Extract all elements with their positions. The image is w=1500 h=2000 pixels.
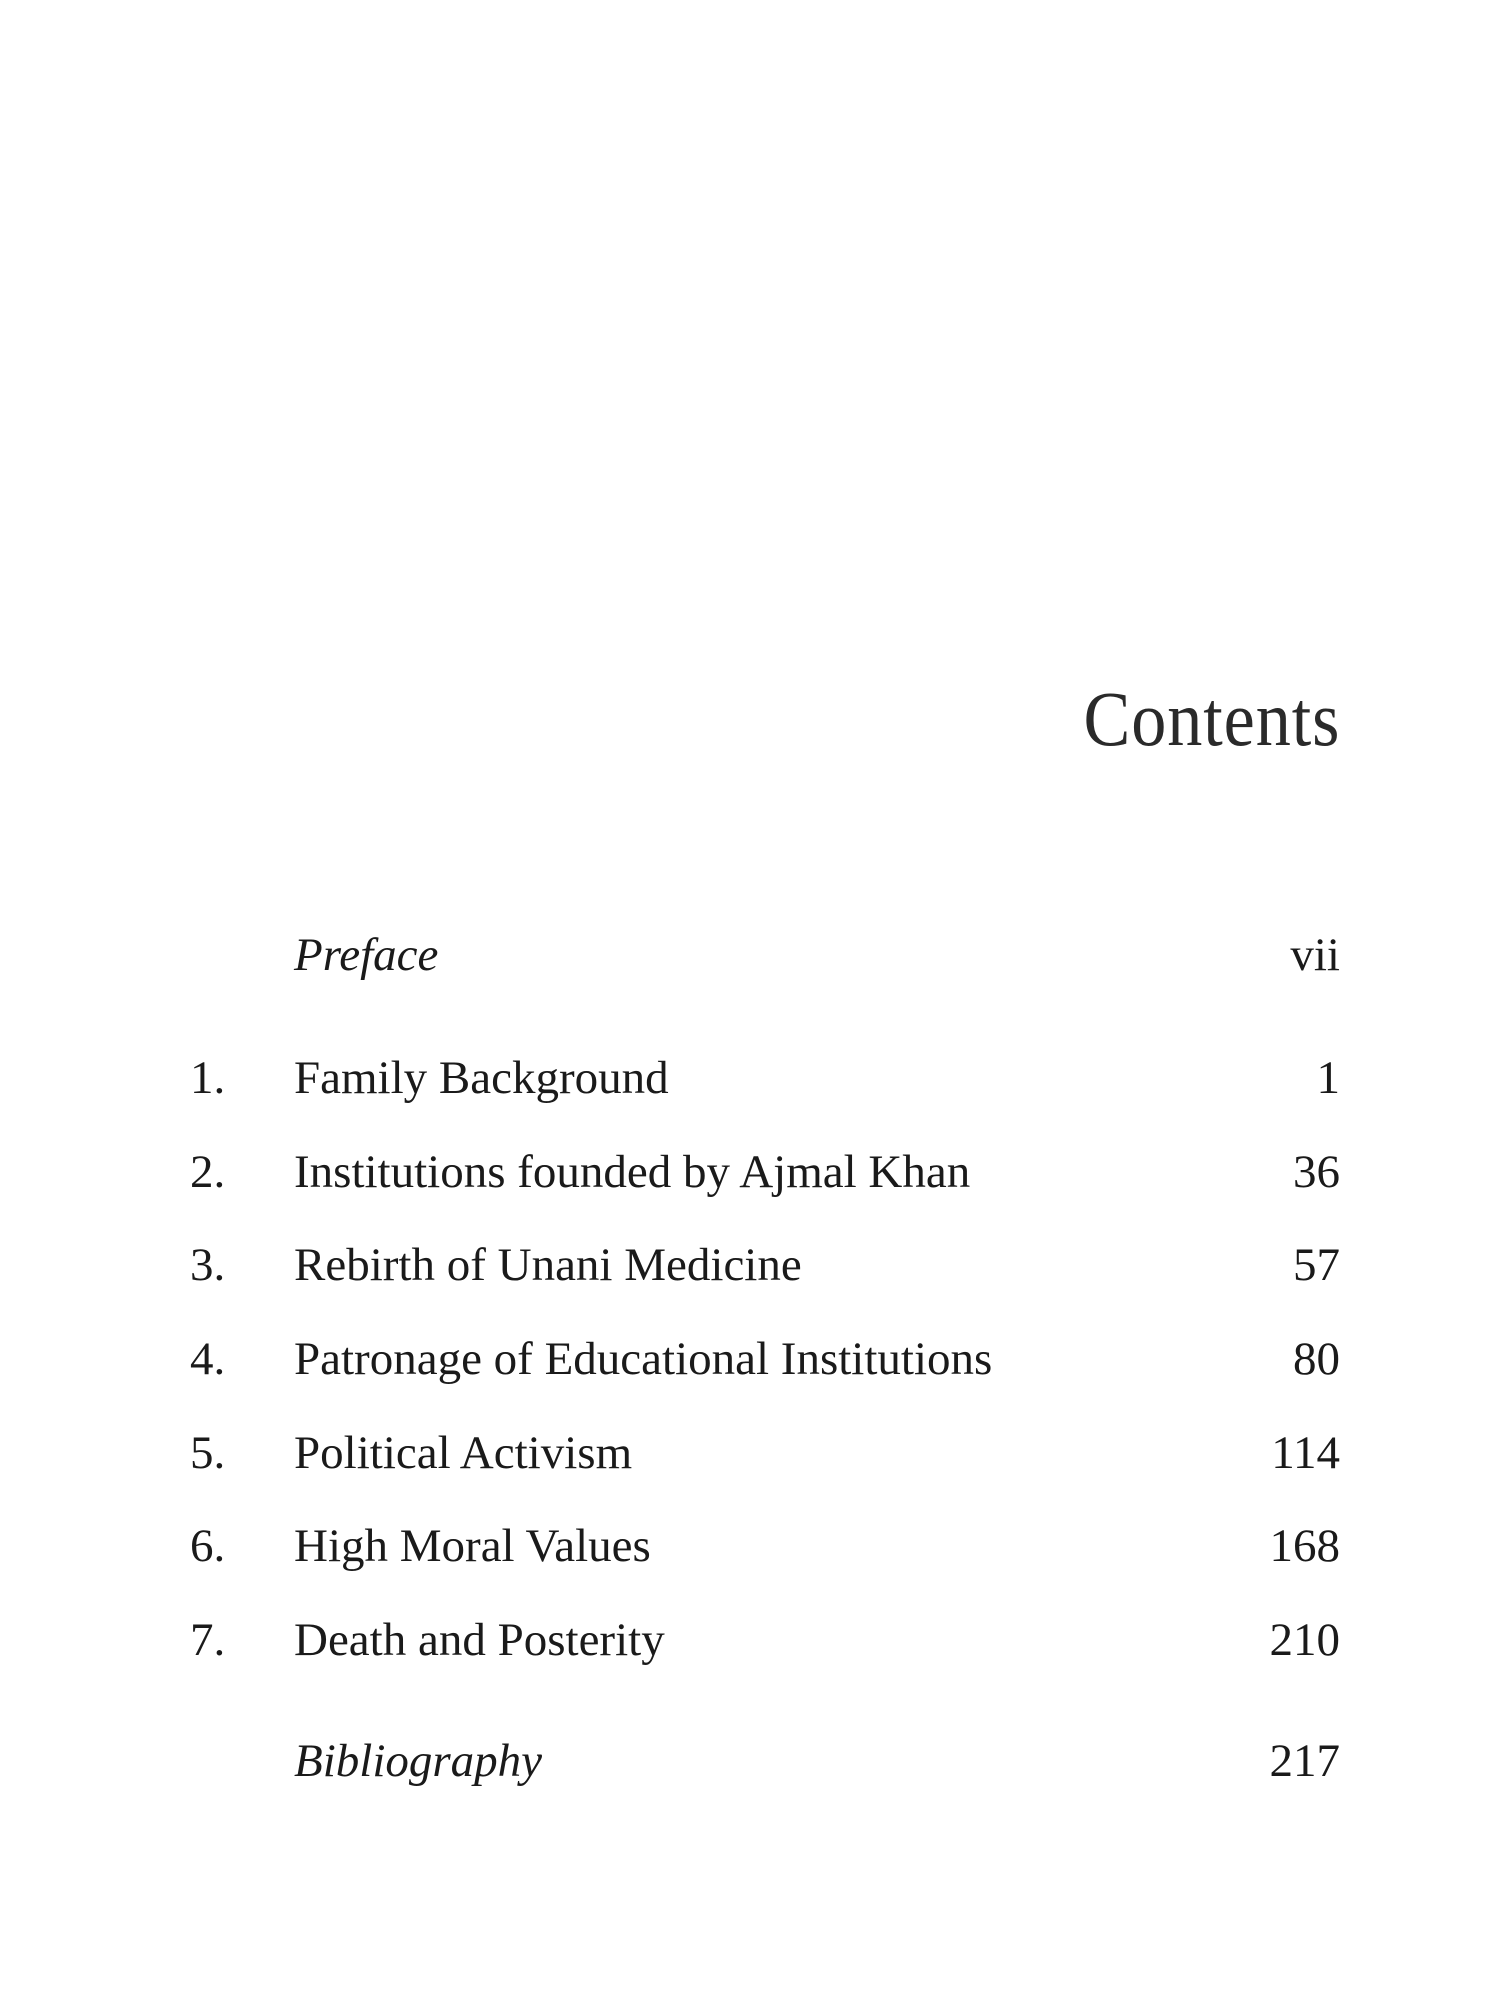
toc-entry-bibliography bbox=[0, 1731, 1500, 1791]
toc-entry-title: Bibliography bbox=[294, 1735, 543, 1787]
toc-entry-page: 168 bbox=[1269, 1520, 1340, 1572]
toc-entry-number: 6. bbox=[190, 1520, 226, 1572]
toc-entry-page: 57 bbox=[1293, 1239, 1340, 1291]
toc-entry-chapter-5 bbox=[0, 1423, 1500, 1483]
toc-entry-page: 1 bbox=[1316, 1052, 1340, 1104]
toc-entry-chapter-7 bbox=[0, 1610, 1500, 1670]
toc-entry-page: 80 bbox=[1293, 1333, 1340, 1385]
toc-entry-preface bbox=[0, 925, 1500, 985]
toc-entry-title: High Moral Values bbox=[294, 1520, 651, 1572]
toc-entry-title: Death and Posterity bbox=[294, 1614, 665, 1666]
toc-entry-number: 7. bbox=[190, 1614, 226, 1666]
toc-entry-number: 4. bbox=[190, 1333, 226, 1385]
toc-entry-page: 210 bbox=[1269, 1614, 1340, 1666]
toc-entry-title: Patronage of Educational Institutions bbox=[294, 1333, 993, 1385]
toc-entry-title: Institutions founded by Ajmal Khan bbox=[294, 1146, 971, 1198]
toc-entry-title: Family Background bbox=[294, 1052, 669, 1104]
toc-entry-page: 36 bbox=[1293, 1146, 1340, 1198]
toc-entry-chapter-6 bbox=[0, 1516, 1500, 1576]
toc-entry-page: 217 bbox=[1269, 1735, 1340, 1787]
toc-entry-chapter-3 bbox=[0, 1235, 1500, 1295]
toc-entry-number: 3. bbox=[190, 1239, 226, 1291]
toc-entry-title: Rebirth of Unani Medicine bbox=[294, 1239, 802, 1291]
toc-entry-chapter-1 bbox=[0, 1048, 1500, 1108]
page-title: Contents bbox=[1083, 675, 1340, 762]
toc-entry-title: Political Activism bbox=[294, 1427, 633, 1479]
toc-entry-chapter-2 bbox=[0, 1142, 1500, 1202]
toc-entry-number: 5. bbox=[190, 1427, 226, 1479]
toc-entry-page: vii bbox=[1290, 929, 1340, 981]
toc-entry-number: 2. bbox=[190, 1146, 226, 1198]
toc-entry-page: 114 bbox=[1271, 1427, 1340, 1479]
toc-entry-title: Preface bbox=[294, 929, 439, 981]
toc-entry-chapter-4 bbox=[0, 1329, 1500, 1389]
toc-entry-number: 1. bbox=[190, 1052, 226, 1104]
